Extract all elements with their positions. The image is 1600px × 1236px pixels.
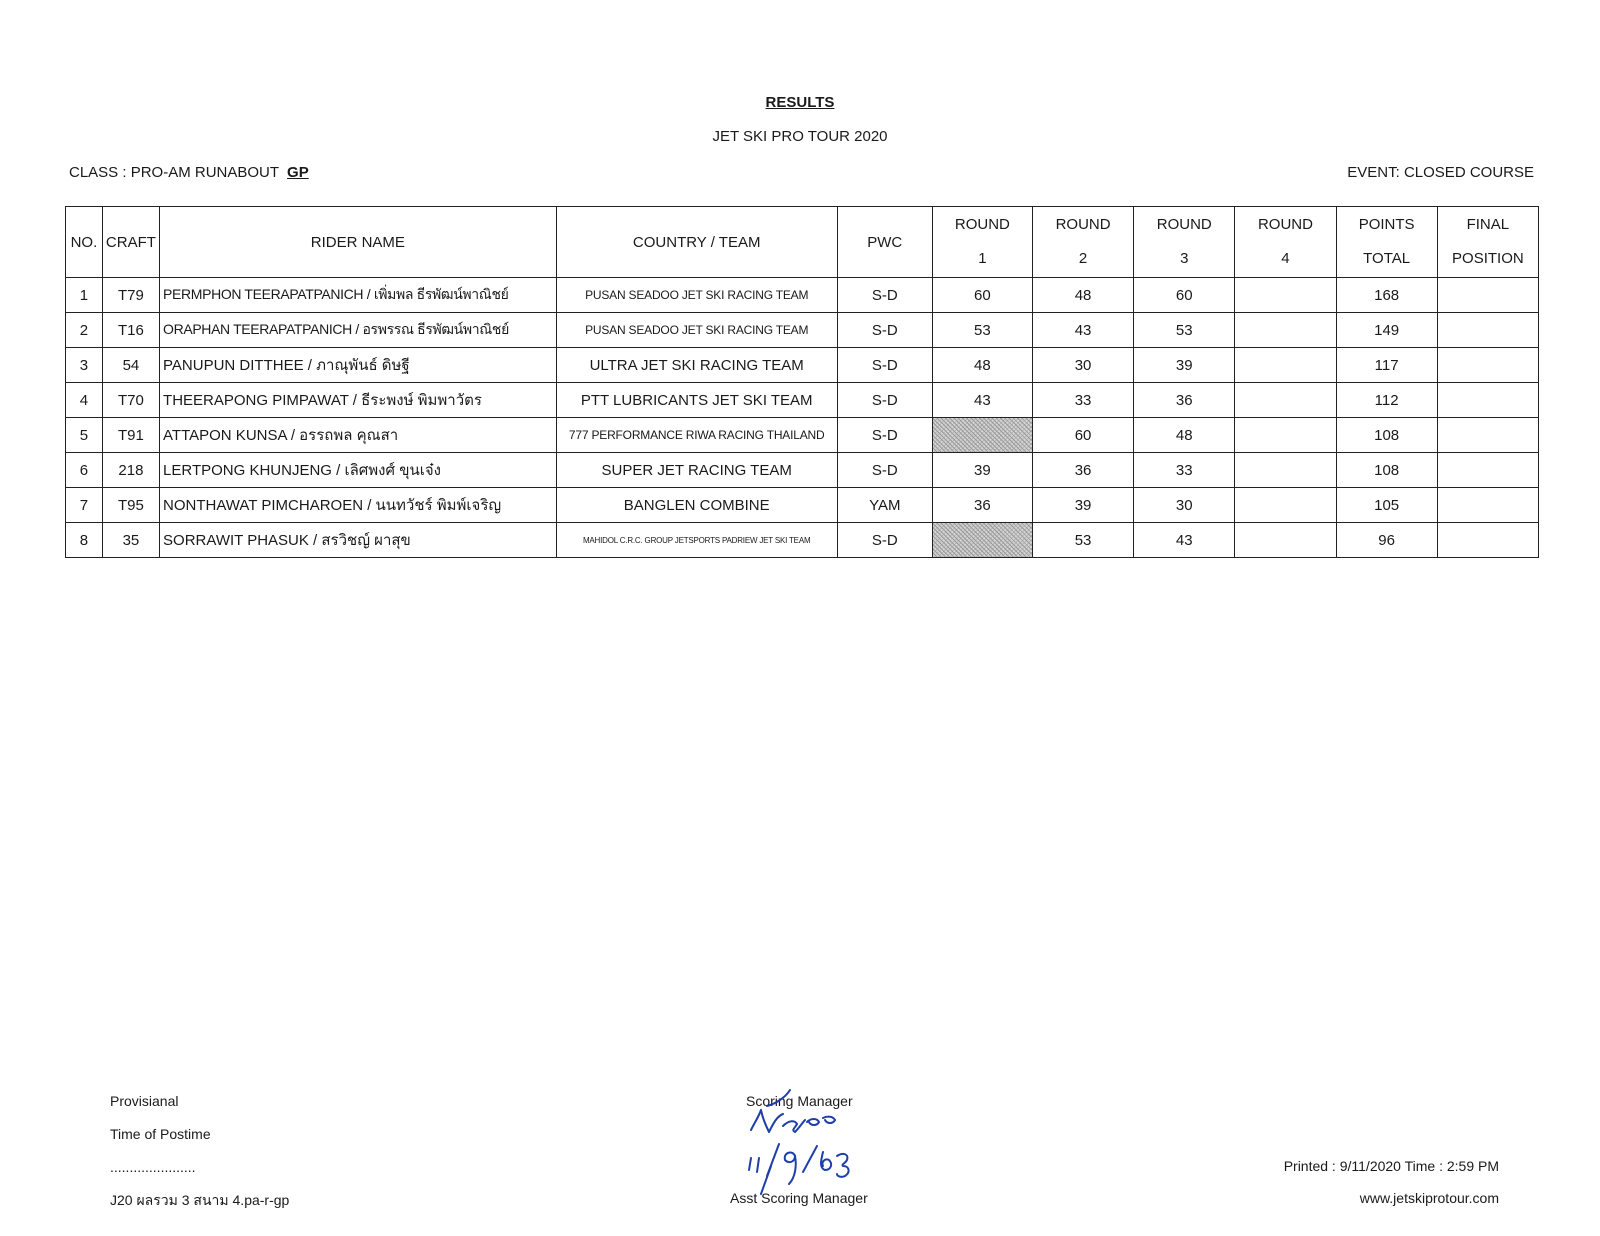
- cell-total: 96: [1336, 523, 1437, 558]
- col-rider: RIDER NAME: [160, 207, 557, 278]
- cell-pwc: S-D: [837, 418, 932, 453]
- cell-round-3: 30: [1134, 488, 1235, 523]
- cell-round-2: 36: [1032, 453, 1133, 488]
- cell-no: 1: [66, 278, 103, 313]
- cell-no: 6: [66, 453, 103, 488]
- cell-craft: 54: [102, 348, 159, 383]
- col-craft: CRAFT: [102, 207, 159, 278]
- cell-rider: NONTHAWAT PIMCHAROEN / นนทวัชร์ พิมพ์เจริญ: [160, 488, 557, 523]
- cell-total: 112: [1336, 383, 1437, 418]
- cell-final: [1437, 523, 1538, 558]
- cell-final: [1437, 418, 1538, 453]
- cell-final: [1437, 453, 1538, 488]
- cell-round-2: 53: [1032, 523, 1133, 558]
- cell-final: [1437, 488, 1538, 523]
- cell-round-2: 39: [1032, 488, 1133, 523]
- cell-round-2: 30: [1032, 348, 1133, 383]
- provisional-label: Provisianal: [110, 1093, 179, 1109]
- cell-craft: T16: [102, 313, 159, 348]
- table-row: [66, 523, 1539, 558]
- col-no: NO.: [66, 207, 103, 278]
- cell-round-4: [1235, 523, 1336, 558]
- cell-round-1: 36: [932, 488, 1032, 523]
- cell-round-2: 48: [1032, 278, 1133, 313]
- cell-round-1: 39: [932, 453, 1032, 488]
- cell-no: 3: [66, 348, 103, 383]
- cell-round-3: 36: [1134, 383, 1235, 418]
- cell-craft: T95: [102, 488, 159, 523]
- col-final-position: FINAL POSITION: [1437, 207, 1538, 278]
- col-team: COUNTRY / TEAM: [556, 207, 837, 278]
- cell-round-2: 33: [1032, 383, 1133, 418]
- event-label: EVENT: CLOSED COURSE: [1347, 164, 1534, 181]
- cell-round-3: 48: [1134, 418, 1235, 453]
- cell-pwc: S-D: [837, 278, 932, 313]
- table-row: [66, 488, 1539, 523]
- cell-team: PTT LUBRICANTS JET SKI TEAM: [556, 383, 837, 418]
- cell-pwc: S-D: [837, 523, 932, 558]
- class-name: CLASS : PRO-AM RUNABOUT: [69, 164, 280, 181]
- asst-scoring-manager-label: Asst Scoring Manager: [730, 1190, 868, 1206]
- cell-final: [1437, 313, 1538, 348]
- table-row: [66, 383, 1539, 418]
- page-title: RESULTS: [765, 94, 835, 111]
- header-row: [66, 207, 1539, 278]
- col-round-1: ROUND 1: [932, 207, 1032, 278]
- cell-rider: ORAPHAN TEERAPATPANICH / อรพรรณ ธีรพัฒน์พาณิชย์: [160, 313, 557, 348]
- cell-round-4: [1235, 418, 1336, 453]
- cell-no: 5: [66, 418, 103, 453]
- cell-round-1: 48: [932, 348, 1032, 383]
- cell-round-3: 53: [1134, 313, 1235, 348]
- cell-pwc: YAM: [837, 488, 932, 523]
- cell-craft: 218: [102, 453, 159, 488]
- cell-round-4: [1235, 488, 1336, 523]
- cell-team: PUSAN SEADOO JET SKI RACING TEAM: [556, 313, 837, 348]
- cell-total: 149: [1336, 313, 1437, 348]
- cell-craft: T91: [102, 418, 159, 453]
- table-row: [66, 418, 1539, 453]
- postime-dots: ......................: [110, 1159, 196, 1175]
- table-row: [66, 313, 1539, 348]
- cell-round-4: [1235, 383, 1336, 418]
- scoring-manager-label: Scoring Manager: [746, 1093, 853, 1109]
- handwritten-signature: [745, 1086, 875, 1204]
- cell-total: 168: [1336, 278, 1437, 313]
- cell-round-3: 43: [1134, 523, 1235, 558]
- results-table: [65, 206, 1539, 558]
- cell-team: SUPER JET RACING TEAM: [556, 453, 837, 488]
- cell-team: 777 PERFORMANCE RIWA RACING THAILAND: [556, 418, 837, 453]
- table-row: [66, 348, 1539, 383]
- cell-round-4: [1235, 313, 1336, 348]
- cell-round-4: [1235, 453, 1336, 488]
- time-of-postime-label: Time of Postime: [110, 1126, 211, 1142]
- cell-final: [1437, 383, 1538, 418]
- cell-round-2: 43: [1032, 313, 1133, 348]
- cell-team: ULTRA JET SKI RACING TEAM: [556, 348, 837, 383]
- cell-no: 4: [66, 383, 103, 418]
- col-pwc: PWC: [837, 207, 932, 278]
- cell-rider: SORRAWIT PHASUK / สรวิชญ์ ผาสุข: [160, 523, 557, 558]
- cell-total: 108: [1336, 418, 1437, 453]
- cell-pwc: S-D: [837, 348, 932, 383]
- cell-total: 108: [1336, 453, 1437, 488]
- cell-total: 117: [1336, 348, 1437, 383]
- cell-round-1: 60: [932, 278, 1032, 313]
- cell-craft: T70: [102, 383, 159, 418]
- cell-round-2: 60: [1032, 418, 1133, 453]
- cell-no: 2: [66, 313, 103, 348]
- cell-craft: 35: [102, 523, 159, 558]
- cell-round-3: 33: [1134, 453, 1235, 488]
- cell-final: [1437, 278, 1538, 313]
- cell-team: PUSAN SEADOO JET SKI RACING TEAM: [556, 278, 837, 313]
- cell-total: 105: [1336, 488, 1437, 523]
- class-label: [69, 164, 309, 181]
- cell-rider: ATTAPON KUNSA / อรรถพล คุณสา: [160, 418, 557, 453]
- cell-team: MAHIDOL C.R.C. GROUP JETSPORTS PADRIEW JET SKI TEAM: [556, 523, 837, 558]
- cell-round-4: [1235, 278, 1336, 313]
- cell-round-3: 39: [1134, 348, 1235, 383]
- cell-final: [1437, 348, 1538, 383]
- cell-round-3: 60: [1134, 278, 1235, 313]
- cell-rider: PANUPUN DITTHEE / ภาณุพันธ์ ดิษฐี: [160, 348, 557, 383]
- class-gp: GP: [287, 164, 309, 181]
- table-row: [66, 278, 1539, 313]
- file-reference: J20 ผลรวม 3 สนาม 4.pa-r-gp: [110, 1192, 290, 1208]
- tour-name: JET SKI PRO TOUR 2020: [712, 128, 888, 145]
- table-row: [66, 453, 1539, 488]
- cell-rider: THEERAPONG PIMPAWAT / ธีระพงษ์ พิมพาวัตร: [160, 383, 557, 418]
- col-round-2: ROUND 2: [1032, 207, 1133, 278]
- cell-pwc: S-D: [837, 383, 932, 418]
- cell-round-1: 43: [932, 383, 1032, 418]
- cell-pwc: S-D: [837, 313, 932, 348]
- cell-round-1-hatched: [932, 523, 1032, 558]
- cell-rider: PERMPHON TEERAPATPANICH / เพิ่มพล ธีรพัฒน์พาณิชย์: [160, 278, 557, 313]
- cell-rider: LERTPONG KHUNJENG / เลิศพงศ์ ขุนเจ๋ง: [160, 453, 557, 488]
- cell-round-1: 53: [932, 313, 1032, 348]
- website: www.jetskiprotour.com: [1359, 1190, 1499, 1206]
- col-points-total: POINTS TOTAL: [1336, 207, 1437, 278]
- cell-pwc: S-D: [837, 453, 932, 488]
- cell-round-4: [1235, 348, 1336, 383]
- cell-no: 8: [66, 523, 103, 558]
- cell-craft: T79: [102, 278, 159, 313]
- cell-round-1-hatched: [932, 418, 1032, 453]
- col-round-4: ROUND 4: [1235, 207, 1336, 278]
- cell-team: BANGLEN COMBINE: [556, 488, 837, 523]
- cell-no: 7: [66, 488, 103, 523]
- col-round-3: ROUND 3: [1134, 207, 1235, 278]
- printed-timestamp: Printed : 9/11/2020 Time : 2:59 PM: [1283, 1158, 1499, 1174]
